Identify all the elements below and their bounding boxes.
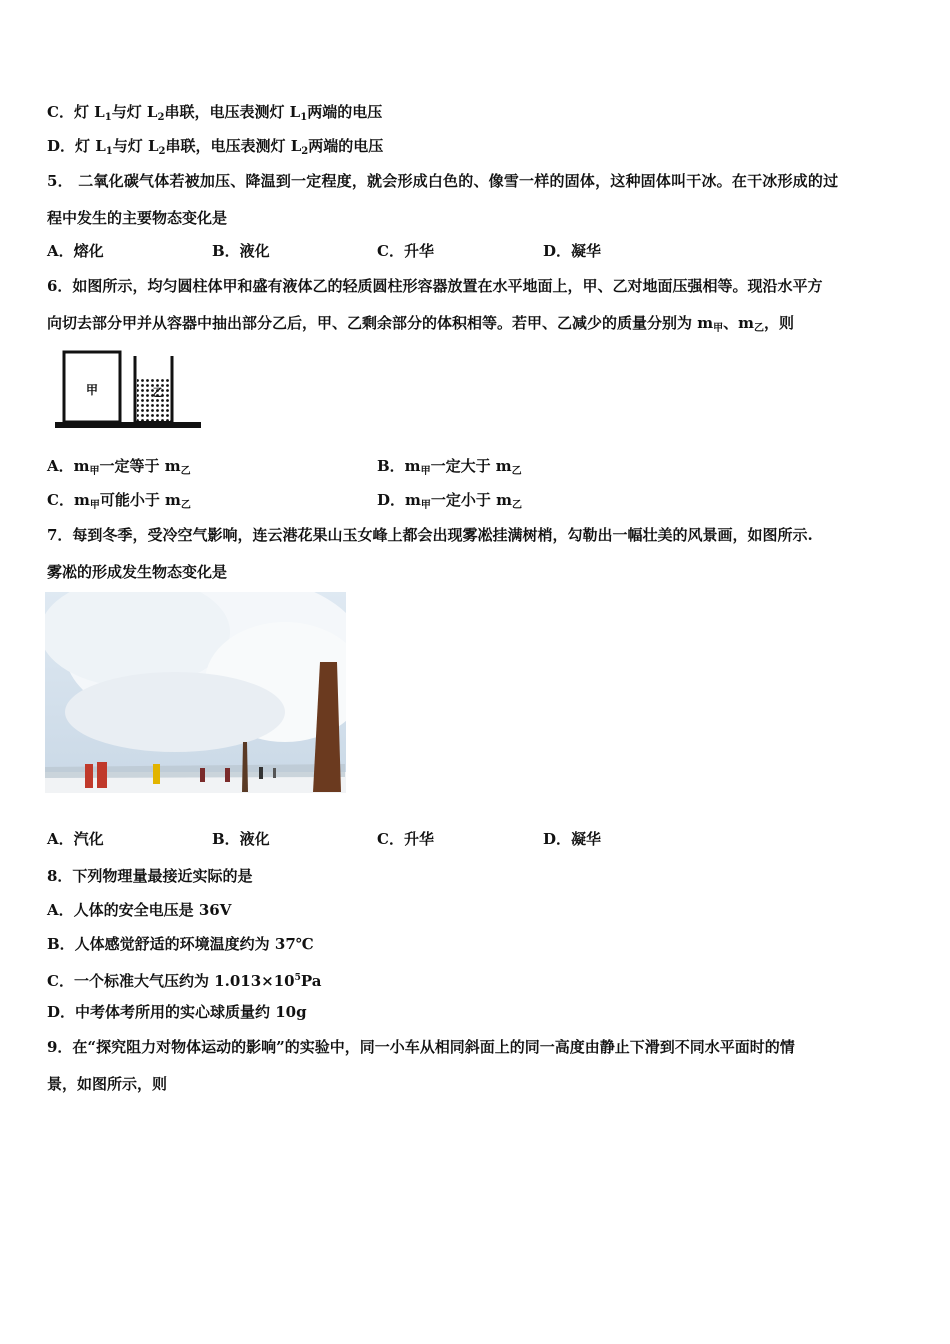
q7-stem-line1: 7．每到冬季，受冷空气影响，连云港花果山玉女峰上都会出现雾凇挂满树梢，勾勒出一幅壮美的风景画，如图所示. bbox=[47, 526, 813, 544]
q6-stem-line1: 6．如图所示，均匀圆柱体甲和盛有液体乙的轻质圆柱形容器放置在水平地面上，甲、乙对地面压强相等。现沿水平方 bbox=[47, 277, 823, 295]
q6-option-b: B．$m_甲$一定大于 $m_乙$ bbox=[377, 457, 522, 477]
q6-option-d: D．$m_甲$一定小于 $m_乙$ bbox=[377, 491, 522, 511]
q5-option-b: B．液化 bbox=[212, 242, 270, 260]
q6-stem-line2: 向切去部分甲并从容器中抽出部分乙后，甲、乙剩余部分的体积相等。若甲、乙减少的质量分别为 $m_甲$、$m_乙$，则 bbox=[47, 314, 794, 334]
q8-option-d: D．中考体考所用的实心球质量约 10g bbox=[47, 1003, 307, 1021]
option-d-line: D．灯 $L_1$与灯 $L_2$串联，电压表测灯 $L_2$两端的电压 bbox=[47, 137, 384, 157]
q8-stem: 8．下列物理量最接近实际的是 bbox=[47, 867, 253, 885]
rime-photo bbox=[45, 592, 346, 793]
q5-stem-line2: 程中发生的主要物态变化是 bbox=[47, 209, 228, 227]
q5-option-d: D．凝华 bbox=[543, 242, 602, 260]
q5-stem-line1: 5． 二氧化碳气体若被加压、降温到一定程度，就会形成白色的、像雪一样的固体，这种固体叫干冰。在干冰形成的过 bbox=[47, 172, 839, 190]
q7-option-d: D．凝华 bbox=[543, 830, 602, 848]
liquid-yi bbox=[137, 378, 170, 421]
q6-figure bbox=[55, 348, 201, 434]
q8-option-b: B．人体感觉舒适的环境温度约为 37℃ bbox=[47, 935, 314, 953]
option-c-line: C．灯 $L_1$与灯 $L_2$串联，电压表测灯 $L_1$两端的电压 bbox=[47, 103, 383, 123]
label-yi: 乙 bbox=[152, 386, 164, 399]
q8-option-c: C．一个标准大气压约为 $1.013\times 10^5Pa$ bbox=[47, 972, 322, 990]
q5-option-c: C．升华 bbox=[377, 242, 434, 260]
q7-option-c: C．升华 bbox=[377, 830, 434, 848]
q5-option-a: A．熔化 bbox=[47, 242, 104, 260]
q6-option-c: C．$m_甲$可能小于 $m_乙$ bbox=[47, 491, 191, 511]
ground bbox=[55, 422, 201, 428]
q6-option-a: A．$m_甲$一定等于 $m_乙$ bbox=[47, 457, 191, 477]
q7-option-a: A．汽化 bbox=[47, 830, 104, 848]
label-jia: 甲 bbox=[85, 383, 99, 397]
q8-option-a: A．人体的安全电压是 36V bbox=[47, 901, 232, 919]
q7-option-b: B．液化 bbox=[212, 830, 270, 848]
q9-stem-line1: 9．在“探究阻力对物体运动的影响”的实验中，同一小车从相同斜面上的同一高度由静止下滑到不同水平面时的情 bbox=[47, 1038, 795, 1056]
q7-stem-line2: 雾凇的形成发生物态变化是 bbox=[47, 563, 228, 581]
q9-stem-line2: 景，如图所示，则 bbox=[47, 1075, 168, 1093]
